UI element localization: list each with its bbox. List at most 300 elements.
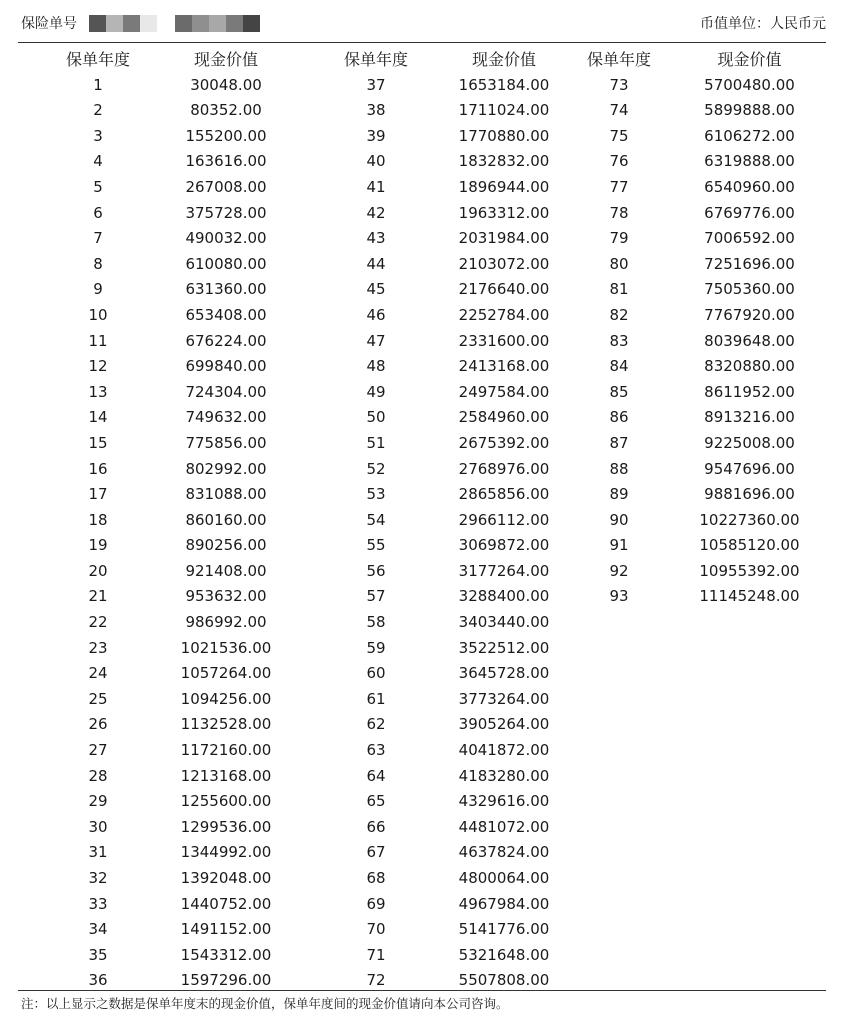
policy-year-cell: 33 [88,894,108,913]
table-row [333,354,589,380]
table-row [55,329,311,355]
table-row [333,840,589,866]
cash-value-cell: 1543312.00 [180,945,272,964]
cash-value-cell: 1770880.00 [458,126,550,145]
policy-year-cell: 89 [609,485,629,504]
cash-value-cell: 490032.00 [185,229,267,248]
table-row [55,226,311,252]
policy-year-cell: 73 [609,75,629,94]
policy-year-cell: 3 [93,126,103,145]
table-row [333,508,589,534]
table-row [333,917,589,943]
policy-year-cell: 11 [88,331,108,350]
cash-value-cell: 2103072.00 [458,254,550,273]
table-row [333,610,589,636]
cash-value-column-1 [55,47,311,994]
policy-year-cell: 52 [366,459,386,478]
cash-value-cell: 3773264.00 [458,689,550,708]
policy-number-label: 保险单号 [21,16,77,32]
top-divider [18,42,826,43]
policy-year-cell: 85 [609,382,629,401]
mask-block [209,15,226,32]
table-row [576,226,837,252]
table-row [576,380,837,406]
cash-value-cell: 9225008.00 [704,433,795,452]
policy-year-cell: 78 [609,203,629,222]
policy-year-cell: 69 [366,894,386,913]
table-row [55,789,311,815]
cash-value-cell: 80352.00 [190,101,262,120]
cash-value-cell: 3069872.00 [458,536,550,555]
table-row [576,303,837,329]
mask-block [89,15,106,32]
cash-value-cell: 8039648.00 [704,331,795,350]
header-policy-year: 保单年度 [343,50,408,69]
policy-year-cell: 64 [366,766,386,785]
table-row [576,457,837,483]
table-row [333,380,589,406]
table-row [333,533,589,559]
policy-year-cell: 7 [93,229,103,248]
policy-year-cell: 44 [366,254,386,273]
cash-value-cell: 699840.00 [185,357,267,376]
table-row [55,610,311,636]
table-row [55,482,311,508]
table-row [55,866,311,892]
policy-year-cell: 79 [609,229,629,248]
currency-unit-label: 币值单位：人民币元 [700,16,826,32]
table-row [333,636,589,662]
policy-year-cell: 41 [366,177,386,196]
policy-year-cell: 18 [88,510,108,529]
table-row [55,533,311,559]
policy-year-cell: 26 [88,715,108,734]
cash-value-cell: 4967984.00 [458,894,550,913]
table-row [55,252,311,278]
cash-value-cell: 2031984.00 [458,229,550,248]
cash-value-cell: 4637824.00 [458,843,550,862]
table-row [576,405,837,431]
policy-year-cell: 86 [609,408,629,427]
policy-year-cell: 19 [88,536,108,555]
policy-year-cell: 54 [366,510,386,529]
cash-value-cell: 7767920.00 [704,305,795,324]
cash-value-cell: 1597296.00 [180,971,272,990]
mask-block [123,15,140,32]
cash-value-cell: 724304.00 [185,382,267,401]
cash-value-cell: 1491152.00 [180,920,272,939]
policy-year-cell: 57 [366,587,386,606]
policy-year-cell: 43 [366,229,386,248]
table-row [333,303,589,329]
cash-value-cell: 676224.00 [185,331,267,350]
table-row [333,943,589,969]
header-cash-value: 现金价值 [193,50,258,69]
table-row [55,149,311,175]
table-row [333,661,589,687]
cash-value-cell: 267008.00 [185,177,267,196]
cash-value-cell: 7505360.00 [704,280,795,299]
policy-year-cell: 10 [88,305,108,324]
mask-block [226,15,243,32]
table-row [55,277,311,303]
cash-value-cell: 3522512.00 [458,638,550,657]
table-row [576,559,837,585]
table-row [333,252,589,278]
cash-value-cell: 5321648.00 [458,945,550,964]
policy-year-cell: 46 [366,305,386,324]
cash-value-cell: 3288400.00 [458,587,550,606]
cash-value-column-3 [576,47,837,610]
table-header-row [333,47,589,73]
mask-block [106,15,123,32]
cash-value-cell: 2413168.00 [458,357,550,376]
table-row [576,329,837,355]
policy-year-cell: 81 [609,280,629,299]
cash-value-cell: 6106272.00 [704,126,795,145]
table-row [55,124,311,150]
policy-year-cell: 13 [88,382,108,401]
redacted-policy-number [89,15,260,32]
policy-year-cell: 84 [609,357,629,376]
table-row [55,431,311,457]
table-row [55,73,311,99]
policy-year-cell: 80 [609,254,629,273]
cash-value-cell: 3177264.00 [458,561,550,580]
table-row [576,73,837,99]
table-header-row [576,47,837,73]
table-row [55,687,311,713]
cash-value-cell: 2966112.00 [458,510,550,529]
table-row [576,508,837,534]
cash-value-cell: 2675392.00 [458,433,550,452]
cash-value-cell: 4041872.00 [458,741,550,760]
cash-value-cell: 986992.00 [185,613,267,632]
table-row [333,431,589,457]
policy-year-cell: 71 [366,945,386,964]
policy-year-cell: 31 [88,843,108,862]
table-row [576,252,837,278]
table-row [333,559,589,585]
table-row [333,226,589,252]
cash-value-cell: 2252784.00 [458,305,550,324]
cash-value-cell: 775856.00 [185,433,267,452]
table-row [55,892,311,918]
policy-year-cell: 42 [366,203,386,222]
cash-value-cell: 1392048.00 [180,869,272,887]
cash-value-cell: 375728.00 [185,203,267,222]
policy-year-cell: 76 [609,152,629,171]
table-row [576,533,837,559]
cash-value-cell: 1021536.00 [180,638,272,657]
policy-year-cell: 38 [366,101,386,120]
policy-year-cell: 5 [93,177,103,196]
cash-value-cell: 860160.00 [185,510,267,529]
cash-value-cell: 1094256.00 [180,689,272,708]
policy-year-cell: 60 [366,664,386,683]
cash-value-cell: 4800064.00 [458,869,550,887]
policy-year-cell: 63 [366,741,386,760]
table-row [333,815,589,841]
table-row [55,712,311,738]
header-policy-year: 保单年度 [65,50,130,69]
policy-year-cell: 49 [366,382,386,401]
policy-year-cell: 20 [88,561,108,580]
table-row [333,277,589,303]
policy-year-cell: 1 [93,75,103,94]
cash-value-cell: 5700480.00 [704,75,795,94]
table-row [55,815,311,841]
cash-value-cell: 749632.00 [185,408,267,427]
table-row [55,405,311,431]
cash-value-cell: 7251696.00 [704,254,795,273]
policy-year-cell: 61 [366,689,386,708]
table-row [333,201,589,227]
cash-value-cell: 1057264.00 [180,664,272,683]
cash-value-cell: 8320880.00 [704,357,795,376]
policy-year-cell: 24 [88,664,108,683]
cash-value-cell: 802992.00 [185,459,267,478]
policy-year-cell: 56 [366,561,386,580]
cash-value-cell: 1213168.00 [180,766,272,785]
cash-value-cell: 9881696.00 [704,485,795,504]
cash-value-cell: 1440752.00 [180,894,272,913]
table-row [55,457,311,483]
policy-year-cell: 25 [88,689,108,708]
policy-year-cell: 75 [609,126,629,145]
table-row [333,584,589,610]
cash-value-cell: 6319888.00 [704,152,795,171]
header-cash-value: 现金价值 [717,50,782,69]
cash-value-cell: 10227360.00 [699,510,800,529]
header-policy-year: 保单年度 [586,50,651,69]
cash-value-cell: 1653184.00 [458,75,550,94]
table-row [576,98,837,124]
table-row [333,98,589,124]
table-row [55,354,311,380]
cash-value-cell: 7006592.00 [704,229,795,248]
table-row [55,636,311,662]
policy-year-cell: 39 [366,126,386,145]
policy-year-cell: 22 [88,613,108,632]
policy-year-cell: 87 [609,433,629,452]
policy-year-cell: 9 [93,280,103,299]
cash-value-cell: 1172160.00 [180,741,272,760]
policy-year-cell: 83 [609,331,629,350]
table-row [576,149,837,175]
cash-value-cell: 1255600.00 [180,792,272,811]
cash-value-cell: 631360.00 [185,280,267,299]
cash-value-cell: 2331600.00 [458,331,550,350]
table-row [333,175,589,201]
cash-value-cell: 2768976.00 [458,459,550,478]
cash-value-cell: 1299536.00 [180,817,272,836]
policy-year-cell: 45 [366,280,386,299]
table-row [55,764,311,790]
table-row [55,840,311,866]
table-row [55,508,311,534]
table-row [576,431,837,457]
policy-year-cell: 28 [88,766,108,785]
mask-block [243,15,260,32]
table-row [576,277,837,303]
cash-value-cell: 8913216.00 [704,408,795,427]
policy-year-cell: 51 [366,433,386,452]
cash-value-cell: 4183280.00 [458,766,550,785]
policy-year-cell: 30 [88,817,108,836]
cash-value-cell: 5141776.00 [458,920,550,939]
policy-year-cell: 67 [366,843,386,862]
table-header-row [55,47,311,73]
policy-year-cell: 12 [88,357,108,376]
policy-year-cell: 50 [366,408,386,427]
policy-year-cell: 48 [366,357,386,376]
cash-value-cell: 11145248.00 [699,587,800,606]
table-row [333,124,589,150]
policy-number-group [21,13,260,33]
policy-year-cell: 92 [609,561,629,580]
cash-value-cell: 5507808.00 [458,971,550,990]
policy-year-cell: 68 [366,869,386,887]
cash-value-column-2 [333,47,589,994]
table-row [333,329,589,355]
cash-value-cell: 1963312.00 [458,203,550,222]
policy-year-cell: 37 [366,75,386,94]
cash-value-cell: 921408.00 [185,561,267,580]
policy-year-cell: 34 [88,920,108,939]
cash-value-cell: 831088.00 [185,485,267,504]
policy-year-cell: 8 [93,254,103,273]
cash-value-cell: 3645728.00 [458,664,550,683]
policy-year-cell: 21 [88,587,108,606]
policy-year-cell: 16 [88,459,108,478]
table-row [55,201,311,227]
cash-value-cell: 30048.00 [190,75,262,94]
table-row [55,380,311,406]
policy-year-cell: 17 [88,485,108,504]
cash-value-cell: 653408.00 [185,305,267,324]
table-row [333,892,589,918]
policy-year-cell: 55 [366,536,386,555]
policy-year-cell: 6 [93,203,103,222]
cash-value-cell: 1832832.00 [458,152,550,171]
table-row [333,73,589,99]
table-row [576,201,837,227]
document-header [21,10,826,36]
table-row [333,764,589,790]
table-row [576,124,837,150]
policy-year-cell: 77 [609,177,629,196]
policy-year-cell: 36 [88,971,108,990]
policy-year-cell: 82 [609,305,629,324]
policy-year-cell: 74 [609,101,629,120]
table-row [576,482,837,508]
cash-value-cell: 10585120.00 [699,536,800,555]
policy-year-cell: 62 [366,715,386,734]
cash-value-cell: 1344992.00 [180,843,272,862]
mask-block [192,15,209,32]
table-row [55,917,311,943]
policy-year-cell: 90 [609,510,629,529]
table-row [55,559,311,585]
policy-year-cell: 58 [366,613,386,632]
table-row [333,149,589,175]
cash-value-cell: 5899888.00 [704,101,795,120]
policy-year-cell: 53 [366,485,386,504]
cash-value-cell: 4481072.00 [458,817,550,836]
cash-value-cell: 2497584.00 [458,382,550,401]
policy-year-cell: 35 [88,945,108,964]
cash-value-cell: 3905264.00 [458,715,550,734]
footnote: 注：以上显示之数据是保单年度末的现金价值，保单年度间的现金价值请向本公司咨询。 [21,996,509,1011]
policy-year-cell: 32 [88,869,108,887]
policy-year-cell: 14 [88,408,108,427]
cash-value-cell: 1896944.00 [458,177,550,196]
table-row [333,457,589,483]
cash-value-cell: 2176640.00 [458,280,550,299]
cash-value-cell: 1711024.00 [458,101,550,120]
table-row [576,175,837,201]
cash-value-cell: 610080.00 [185,254,267,273]
table-row [333,405,589,431]
policy-year-cell: 91 [609,536,629,555]
cash-value-cell: 10955392.00 [699,561,800,580]
policy-year-cell: 27 [88,741,108,760]
cash-value-cell: 9547696.00 [704,459,795,478]
cash-value-cell: 163616.00 [185,152,267,171]
cash-value-cell: 155200.00 [185,126,267,145]
header-cash-value: 现金价值 [471,50,536,69]
table-row [55,661,311,687]
table-row [576,584,837,610]
cash-value-cell: 890256.00 [185,536,267,555]
policy-year-cell: 2 [93,101,103,120]
policy-year-cell: 70 [366,920,386,939]
mask-block [175,15,192,32]
policy-year-cell: 88 [609,459,629,478]
cash-value-cell: 953632.00 [185,587,267,606]
policy-year-cell: 65 [366,792,386,811]
table-row [55,943,311,969]
table-row [576,354,837,380]
policy-year-cell: 15 [88,433,108,452]
table-row [333,482,589,508]
policy-year-cell: 59 [366,638,386,657]
cash-value-cell: 2584960.00 [458,408,550,427]
policy-year-cell: 93 [609,587,629,606]
cash-value-cell: 2865856.00 [458,485,550,504]
cash-value-cell: 8611952.00 [704,382,795,401]
table-row [55,303,311,329]
cash-value-cell: 4329616.00 [458,792,550,811]
table-row [333,738,589,764]
table-row [333,866,589,892]
mask-block [140,15,157,32]
bottom-divider [18,990,826,991]
cash-value-cell: 3403440.00 [458,613,550,632]
table-row [333,712,589,738]
cash-value-cell: 6540960.00 [704,177,795,196]
table-row [333,687,589,713]
table-row [55,175,311,201]
policy-year-cell: 4 [93,152,103,171]
cash-value-cell: 1132528.00 [180,715,272,734]
policy-year-cell: 40 [366,152,386,171]
policy-year-cell: 72 [366,971,386,990]
table-row [333,789,589,815]
policy-year-cell: 29 [88,792,108,811]
table-row [55,584,311,610]
